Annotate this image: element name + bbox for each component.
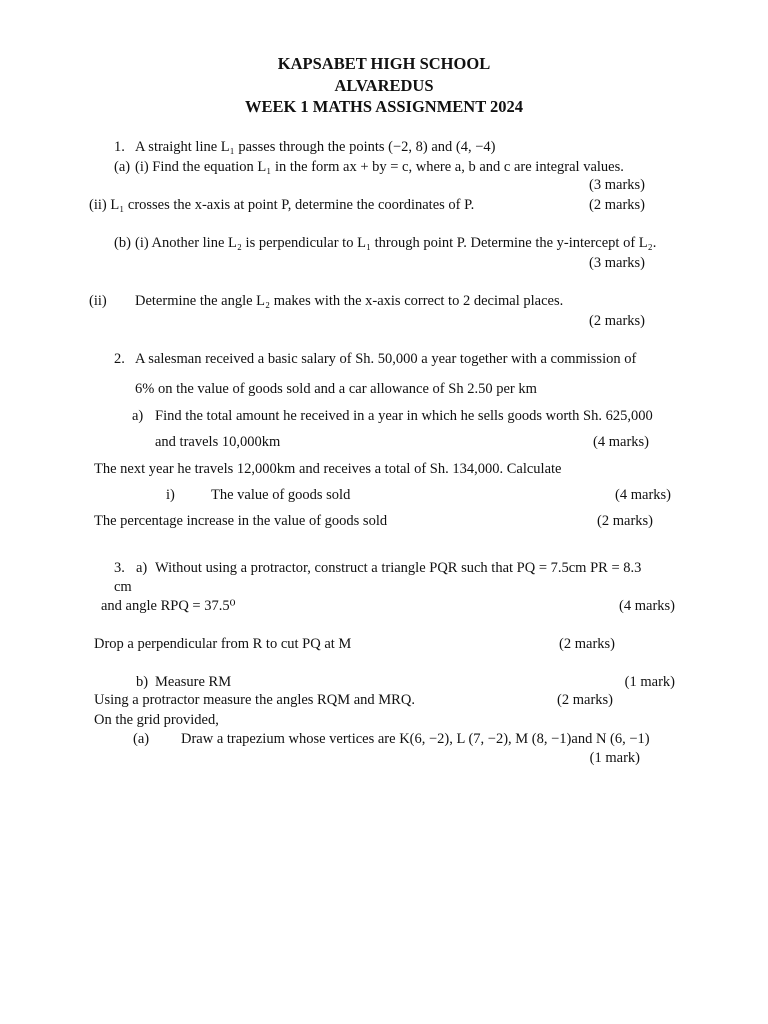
q2-i-text: The value of goods sold xyxy=(211,487,351,503)
q3a-angle: and angle RPQ = 37.5⁰ xyxy=(101,598,236,614)
q1-number: 1. xyxy=(114,139,125,155)
q1-stem: A straight line L₁ passes through the points (−2, 8) and (4, −4) xyxy=(135,139,496,155)
q3a-cm: cm xyxy=(114,579,132,595)
q2-stem-line2: 6% on the value of goods sold and a car allowance of Sh 2.50 per km xyxy=(135,381,537,397)
school-name: KAPSABET HIGH SCHOOL xyxy=(277,54,491,73)
q1b-i-text: (i) Another line L₂ is perpendicular to L₁ through point P. Determine the y-intercept of L₂. xyxy=(135,235,657,251)
q3b-label: b) xyxy=(136,674,149,690)
q3-protractor-text: Using a protractor measure the angles RQM and MRQ. xyxy=(94,692,415,708)
q2-percentage-marks: (2 marks) xyxy=(597,513,653,529)
q2-number: 2. xyxy=(114,351,125,367)
q1b-i-marks: (3 marks) xyxy=(589,255,645,271)
q3-drop-marks: (2 marks) xyxy=(559,636,615,652)
q4a-text: Draw a trapezium whose vertices are K(6, −2), L (7, −2), M (8, −1)and N (6, −1) xyxy=(181,731,650,747)
q1a-i-marks: (3 marks) xyxy=(589,177,645,193)
q2a-marks: (4 marks) xyxy=(593,434,649,450)
q3a-text: Without using a protractor, construct a triangle PQR such that PQ = 7.5cm PR = 8.3 xyxy=(155,560,642,576)
q1b-ii-text: Determine the angle L₂ makes with the x-axis correct to 2 decimal places. xyxy=(135,293,564,309)
q2a-line2: and travels 10,000km xyxy=(155,434,281,450)
q3-number: 3. xyxy=(114,560,125,576)
q3a-marks: (4 marks) xyxy=(619,598,675,614)
q4-intro: On the grid provided, xyxy=(94,712,219,728)
q4a-marks: (1 mark) xyxy=(589,750,640,766)
q3b-marks: (1 mark) xyxy=(624,674,675,690)
q3b-text: Measure RM xyxy=(155,674,232,690)
q3-drop-text: Drop a perpendicular from R to cut PQ at M xyxy=(94,636,352,652)
q1a-i-text: (i) Find the equation L₁ in the form ax + by = c, where a, b and c are integral values. xyxy=(135,159,624,175)
q1b-ii-label: (ii) xyxy=(89,293,107,309)
q1b-label: (b) xyxy=(114,235,131,251)
q2-next-year: The next year he travels 12,000km and receives a total of Sh. 134,000. Calculate xyxy=(94,461,562,477)
school-motto: ALVAREDUS xyxy=(334,76,434,95)
q2-stem-line1: A salesman received a basic salary of Sh. 50,000 a year together with a commission of xyxy=(135,351,637,367)
q1a-label: (a) xyxy=(114,159,131,175)
q3-protractor-marks: (2 marks) xyxy=(557,692,613,708)
q2a-line1: Find the total amount he received in a year in which he sells goods worth Sh. 625,000 xyxy=(155,408,653,424)
q1b-ii-marks: (2 marks) xyxy=(589,313,645,329)
q2a-label: a) xyxy=(132,408,144,424)
q1a-ii-marks: (2 marks) xyxy=(589,197,645,213)
q2-i-marks: (4 marks) xyxy=(615,487,671,503)
q2-i-label: i) xyxy=(166,487,175,503)
q2-percentage-text: The percentage increase in the value of goods sold xyxy=(94,513,388,529)
assignment-title: WEEK 1 MATHS ASSIGNMENT 2024 xyxy=(244,97,524,116)
q1a-ii-text: (ii) L₁ crosses the x-axis at point P, determine the coordinates of P. xyxy=(89,197,475,213)
q3a-label: a) xyxy=(136,560,148,576)
q4a-label: (a) xyxy=(133,731,150,747)
